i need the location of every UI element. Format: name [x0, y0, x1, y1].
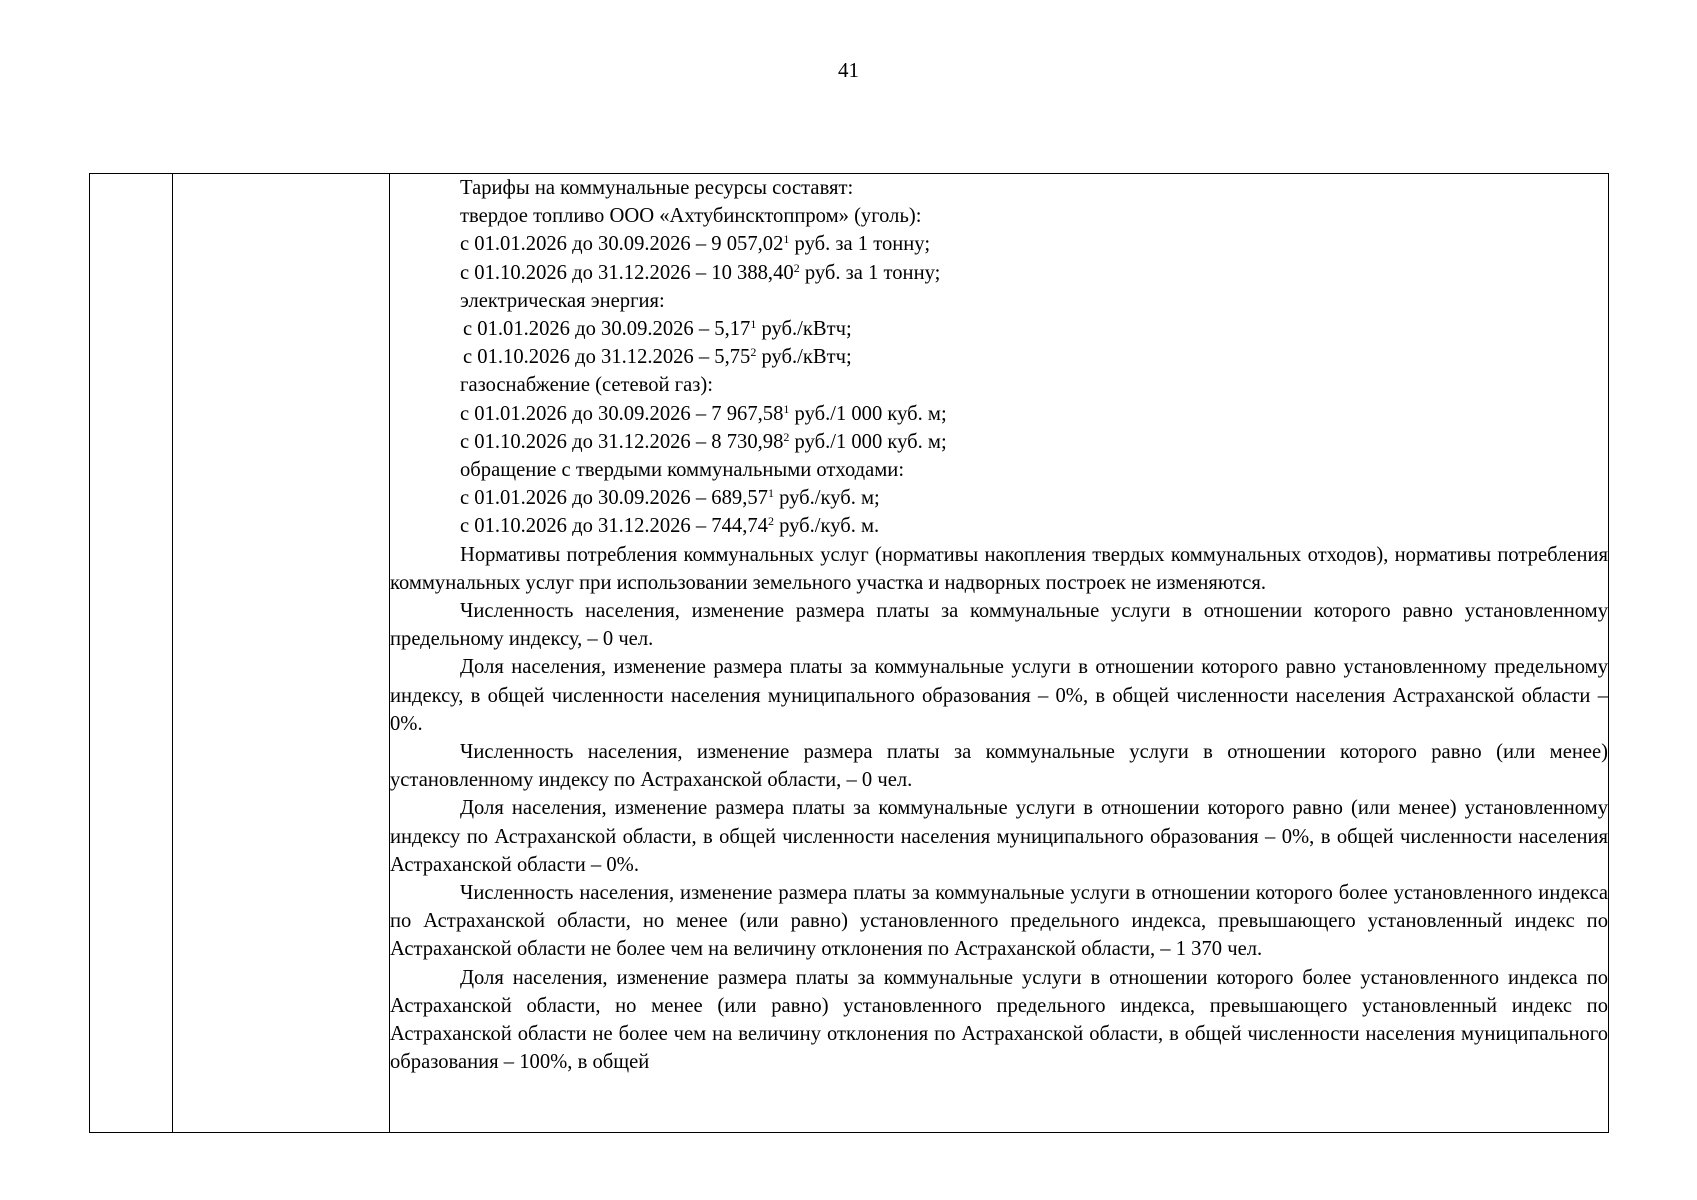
paragraph-share-limit-index: Доля населения, изменение размера платы за коммунальные услуги в отношении которого равно установленному предельному индексу, в общей численности населения муниципального образования – 0%, в общей численности населения Астраханской области – 0%. — [390, 656, 1608, 735]
paragraph-share-above-index: Доля населения, изменение размера платы за коммунальные услуги в отношении которого более установленного индекса по Астраханской области, но менее (или равно) установленного предельного индекса, превышающего установленный индекс по Астраханской области не более чем на величину отклонения по Астраханской области, в общей численности населения муниципального образования – 100%, в общей — [390, 966, 1608, 1074]
footnote-mark: 1 — [783, 401, 790, 416]
footnote-mark: 2 — [750, 345, 757, 360]
footnote-mark: 1 — [767, 486, 774, 501]
page-number: 41 — [838, 58, 859, 82]
tariff-line: с 01.10.2026 до 31.12.2026 – 10 388,40$^2$ руб. за 1 тонну; — [460, 260, 941, 284]
table-cell-name — [173, 174, 390, 1133]
tariff-line: с 01.10.2026 до 31.12.2026 – 5,75$^2$ руб./кВтч; — [463, 345, 852, 369]
tariff-line: с 01.01.2026 до 30.09.2026 – 5,17$^1$ руб./кВтч; — [463, 317, 852, 341]
tariff-group-title: обращение с твердыми коммунальными отходами: — [460, 459, 905, 482]
footnote-mark: 2 — [793, 260, 800, 275]
footnote-mark: 1 — [750, 317, 757, 332]
paragraph-share-regional-index: Доля населения, изменение размера платы за коммунальные услуги в отношении которого равно (или менее) установленному индексу по Астраханской области, в общей численности населения муниципального образования – 0%, в общей численности населения Астраханской области – 0%. — [390, 797, 1608, 876]
paragraph-population-above-index: Численность населения, изменение размера платы за коммунальные услуги в отношении которого более установленного индекса по Астраханской области, но менее (или равно) установленного предельного индекса, превышающего установленный индекс по Астраханской области не более чем на величину отклонения по Астраханской области, – 1 370 чел. — [390, 882, 1608, 961]
tariffs-heading: Тарифы на коммунальные ресурсы составят: — [460, 177, 854, 199]
tariff-group-title: электрическая энергия: — [460, 289, 665, 312]
table-cell-content — [390, 174, 1609, 1133]
tariff-line: с 01.01.2026 до 30.09.2026 – 689,57$^1$ руб./куб. м; — [460, 486, 880, 510]
footnote-mark: 2 — [783, 429, 790, 444]
paragraph-population-limit-index: Численность населения, изменение размера платы за коммунальные услуги в отношении которого равно установленному предельному индексу, – 0 чел. — [390, 600, 1608, 651]
table-cell-number — [90, 174, 173, 1133]
tariff-group-title: газоснабжение (сетевой газ): — [460, 374, 713, 397]
tariff-group-title: твердое топливо ООО «Ахтубинсктоппром» (уголь): — [460, 205, 922, 228]
tariff-line: с 01.10.2026 до 31.12.2026 – 744,74$^2$ руб./куб. м. — [460, 514, 880, 538]
tariff-line: с 01.01.2026 до 30.09.2026 – 9 057,02$^1$ руб. за 1 тонну; — [460, 232, 931, 256]
table-row — [90, 174, 1609, 1133]
footnote-mark: 1 — [783, 232, 790, 247]
document-table — [89, 173, 1609, 1133]
paragraph-consumption-norms: Нормативы потребления коммунальных услуг (нормативы накопления твердых коммунальных отходов), нормативы потребления коммунальных услуг при использовании земельного участка и надворных построек не изменяются. — [390, 543, 1608, 594]
tariff-line: с 01.01.2026 до 30.09.2026 – 7 967,58$^1$ руб./1 000 куб. м; — [460, 401, 947, 425]
paragraph-population-regional-index: Численность населения, изменение размера платы за коммунальные услуги в отношении которого равно (или менее) установленному индексу по Астраханской области, – 0 чел. — [390, 741, 1608, 792]
footnote-mark: 2 — [767, 514, 774, 529]
tariff-line: с 01.10.2026 до 31.12.2026 – 8 730,98$^2$ руб./1 000 куб. м; — [460, 429, 947, 453]
